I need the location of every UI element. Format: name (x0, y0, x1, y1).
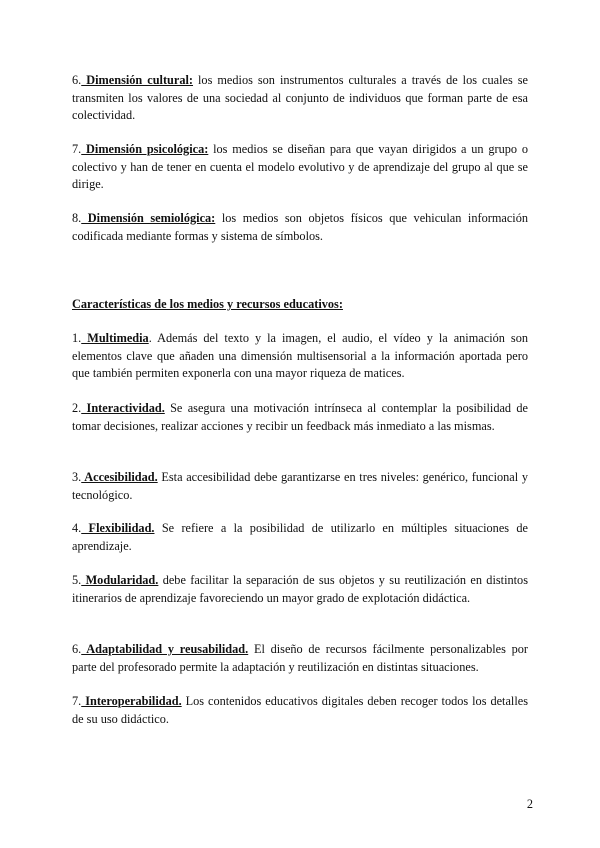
characteristic-item-flexibilidad (72, 520, 528, 555)
dimension-item-semiologica (72, 210, 528, 245)
item-number: 1. (72, 331, 82, 345)
item-text: . Además del texto y la imagen, el audio, el vídeo y la animación son elementos clave que añaden una dimensión multisensorial a la información aportada pero que también permiten exponerla con una mayor riqueza de matices. (72, 331, 528, 381)
item-text: Esta accesibilidad debe garantizarse en tres niveles: genérico, funcional y tecnológico. (72, 470, 529, 502)
item-term: Interactividad. (81, 401, 165, 415)
item-number: 2. (72, 401, 82, 415)
section-heading: Características de los medios y recursos educativos: (72, 297, 343, 311)
characteristic-item-multimedia (72, 330, 528, 383)
item-term: Interoperabilidad. (81, 694, 182, 708)
characteristic-item-accesibilidad (72, 469, 528, 504)
item-term: Dimensión semiológica: (81, 211, 216, 225)
dimension-item-cultural (72, 72, 528, 125)
item-term: Dimensión psicológica: (81, 142, 209, 156)
item-term: Multimedia (81, 331, 149, 345)
item-number: 6. (72, 73, 82, 87)
item-text: Los contenidos educativos digitales deben recoger todos los detalles de su uso didáctico. (72, 694, 529, 726)
page-number: 2 (526, 797, 533, 811)
item-text: debe facilitar la separación de sus objetos y su reutilización en distintos itinerarios de aprendizaje favoreciendo un mayor grado de explotación didáctica. (72, 573, 528, 605)
item-number: 5. (72, 573, 82, 587)
item-term: Accesibilidad. (81, 470, 158, 484)
item-text: Se asegura una motivación intrínseca al contemplar la posibilidad de tomar decisiones, realizar acciones y recibir un feedback más inmediato a las mismas. (72, 401, 528, 433)
item-number: 8. (72, 211, 82, 225)
item-term: Modularidad. (81, 573, 159, 587)
item-text: los medios se diseñan para que vayan dirigidos a un grupo o colectivo y han de tener en cuenta el modelo evolutivo y de aprendizaje del grupo al que se dirige. (72, 142, 528, 192)
item-number: 6. (72, 642, 82, 656)
item-number: 4. (72, 521, 82, 535)
characteristic-item-interoperabilidad (72, 693, 528, 728)
item-text: los medios son instrumentos culturales a través de los cuales se transmiten los valores de una sociedad al conjunto de individuos que forman parte de esa colectividad. (72, 73, 528, 123)
item-text: Se refiere a la posibilidad de utilizarlo en múltiples situaciones de aprendizaje. (72, 521, 528, 553)
characteristic-item-modularidad (72, 572, 528, 607)
dimension-item-psicologica (72, 141, 528, 194)
item-term: Flexibilidad. (81, 521, 155, 535)
item-text: El diseño de recursos fácilmente personalizables por parte del profesorado permite la adaptación y reutilización en distintas situaciones. (72, 642, 529, 674)
item-number: 7. (72, 142, 82, 156)
item-number: 3. (72, 470, 82, 484)
item-term: Adaptabilidad y reusabilidad. (81, 642, 249, 656)
item-text: los medios son objetos físicos que vehiculan información codificada mediante formas y sistema de símbolos. (72, 211, 529, 243)
characteristic-item-adaptabilidad (72, 641, 528, 676)
item-number: 7. (72, 694, 82, 708)
characteristic-item-interactividad (72, 400, 528, 435)
item-term: Dimensión cultural: (81, 73, 194, 87)
